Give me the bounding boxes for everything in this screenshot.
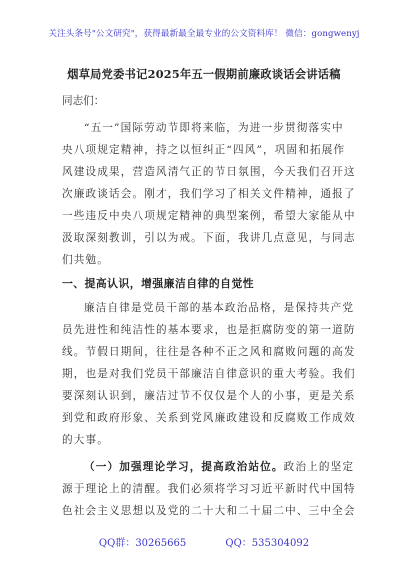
subsection-heading: （一）加强理论学习，提高政治站位。 [84, 461, 284, 473]
paragraph-line: 的大事。 [62, 434, 109, 446]
paragraph-line: 央八项规定精神，持之以恒纠正“四风”，巩固和拓展作 [62, 144, 346, 156]
footer-qq: QQ：535304092 [225, 538, 310, 549]
paragraph-line: 们共勉。 [62, 254, 109, 266]
subsection1-paragraph [62, 456, 358, 522]
paragraph-line: “五一”国际劳动节即将来临，为进一步贯彻落实中 [84, 122, 344, 134]
paragraph-line: 风建设成果，营造风清气正的节日氛围，今天我们召开这 [62, 166, 356, 178]
paragraph-line: 源于理论上的清醒。我们必须将学习习近平新时代中国特 [62, 483, 356, 495]
paragraph-line: 要深刻认识到，廉洁过节不仅仅是个人的小事，更是关系 [62, 390, 356, 402]
paragraph-line: 色社会主义思想以及党的二十大和二十届二中、三中全会 [62, 505, 356, 517]
subsection-lead-text: 政治上的坚定 [283, 461, 355, 473]
footer-contacts [0, 534, 408, 549]
paragraph-line: 次廉政谈话会。刚才，我们学习了相关文件精神，通报了 [62, 188, 356, 200]
section1-paragraph [62, 297, 358, 451]
paragraph-line: 廉洁自律是党员干部的基本政治品格，是保持共产党 [84, 302, 355, 314]
section-heading-1: 一、提高认识，增强廉洁自律的自觉性 [62, 277, 255, 290]
intro-paragraph [62, 117, 358, 271]
paragraph-line: 到党和政府形象、关系到党风廉政建设和反腐败工作成效 [62, 412, 356, 424]
salutation: 同志们： [62, 95, 105, 107]
paragraph-line: 员先进性和纯洁性的基本要求，也是拒腐防变的第一道防 [62, 324, 356, 336]
paragraph-line: 期，也是对我们党员干部廉洁自律意识的重大考验。我们 [62, 368, 356, 380]
paragraph-line: 汲取深刻教训，引以为戒。下面，我讲几点意见，与同志 [62, 232, 356, 244]
paragraph-line [62, 456, 358, 478]
paragraph-line: 一些违反中央八项规定精神的典型案例，希望大家能从中 [62, 210, 356, 222]
footer-qq-group: QQ群：30265665 [98, 538, 187, 549]
document-title: 烟草局党委书记2025年五一假期前廉政谈话会讲话稿 [67, 67, 341, 81]
header-banner: 关注头条号"公文研究"，获得最新最全最专业的公文资料库！ 微信：gongwenyj [48, 29, 360, 39]
paragraph-line: 线。节假日期间，往往是各种不正之风和腐败问题的高发 [62, 346, 356, 358]
